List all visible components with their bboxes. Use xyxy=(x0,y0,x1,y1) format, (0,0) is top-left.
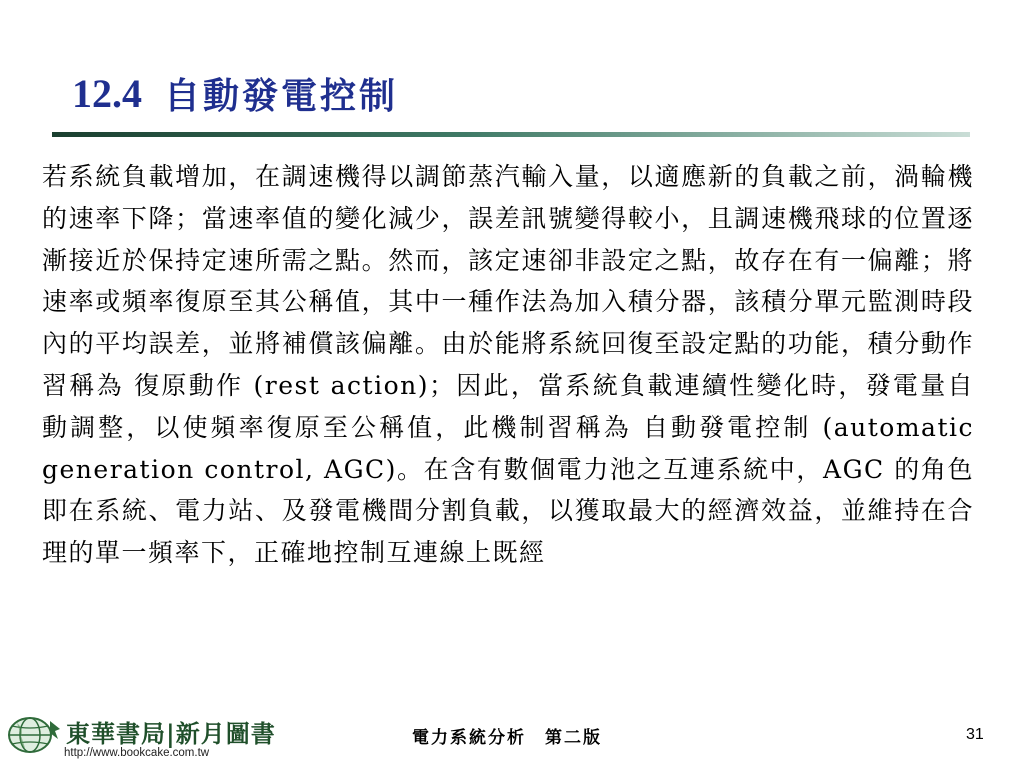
page-number: 31 xyxy=(966,726,984,743)
section-title: 自動發電控制 xyxy=(164,75,399,117)
section-number: 12.4 xyxy=(72,71,142,116)
title-divider xyxy=(52,132,970,137)
body-paragraph: 若系統負載增加，在調速機得以調節蒸汽輸入量，以適應新的負載之前，渦輪機的速率下降；當速率值的變化減少，誤差訊號變得較小，且調速機飛球的位置逐漸接近於保持定速所需之點。然而，該定速卻非設定之點，故存在有一偏離；將速率或頻率復原至其公稱值，其中一種作法為加入積分器，該積分單元監測時段內的平均誤差，並將補償該偏離。由於能將系統回復至設定點的功能，積分動作習稱為 復原動作 (rest action)；因此，當系統負載連續性變化時，發電量自動調整，以使頻率復原至公稱值，此機制習稱為 自動發電控制 (automatic generation control, AGC)。在含有數個電力池之互連系統中，AGC 的角色即在系統、電力站、及發電機間分割負載，以獲取最大的經濟效益，並維持在合理的單一頻率下，正確地控制互連線上既經 xyxy=(42,162,974,568)
book-title-footer: 電力系統分析 第二版 xyxy=(412,728,602,748)
slide-title xyxy=(72,68,398,120)
publisher-name: 東華書局|新月圖書 xyxy=(66,719,276,748)
globe-icon xyxy=(6,715,62,755)
publisher-logo xyxy=(6,712,278,764)
publisher-url: http://www.bookcake.com.tw xyxy=(64,747,210,759)
